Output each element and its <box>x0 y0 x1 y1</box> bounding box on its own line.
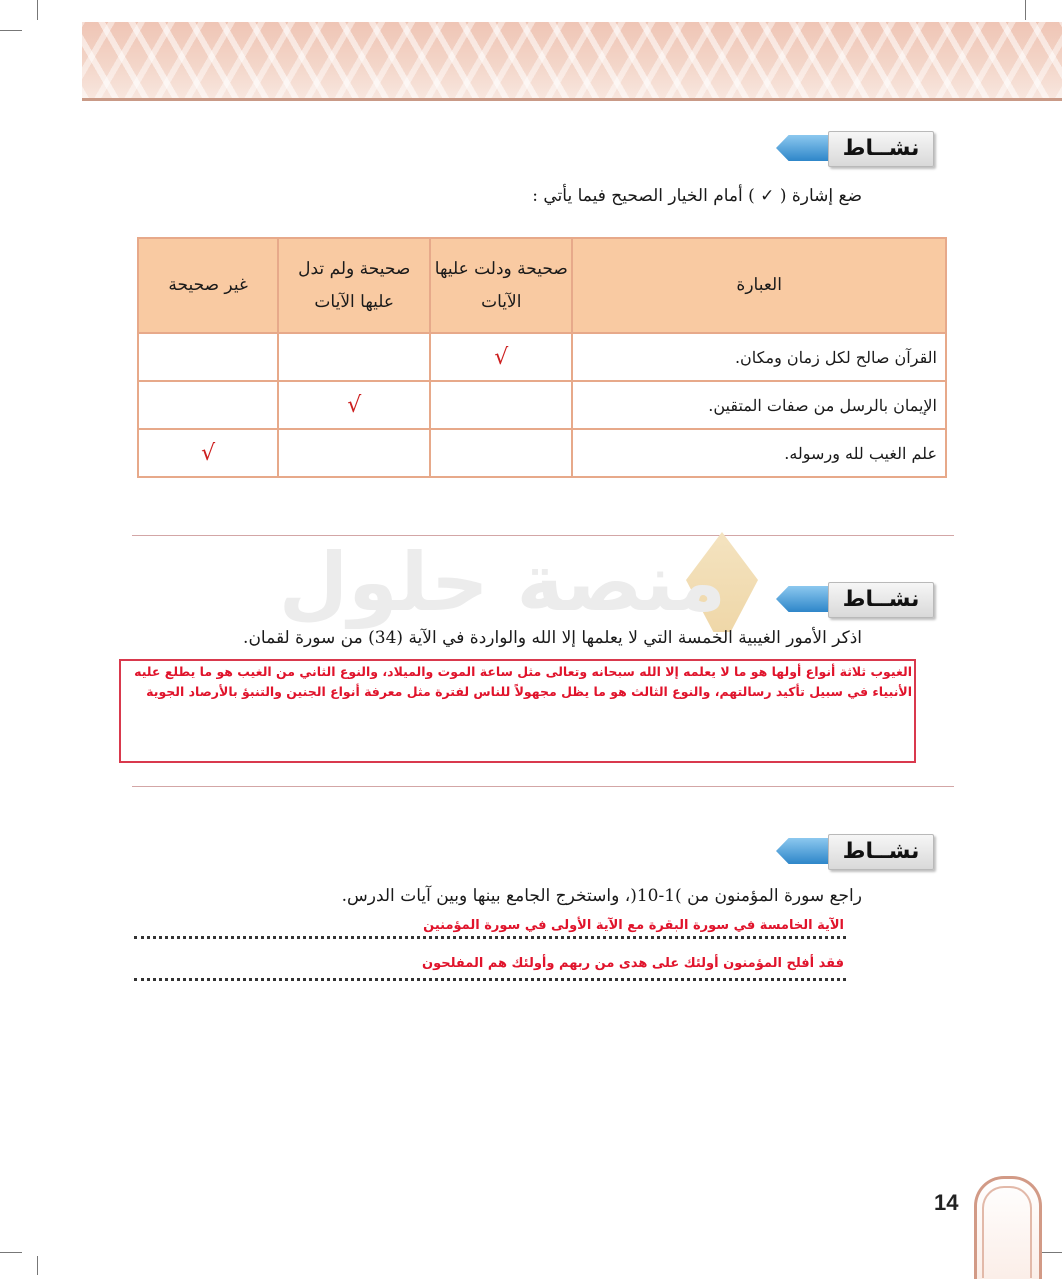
header-correct-without-evidence: صحيحة ولم تدل عليها الآيات <box>278 238 430 333</box>
check-cell[interactable]: √ <box>278 381 430 429</box>
check-cell[interactable] <box>138 381 278 429</box>
section3-answer-line-2: فقد أفلح المؤمنون أولئك على هدى من ربهم وأولئك هم المفلحون <box>421 956 844 971</box>
arch-decoration-inner <box>982 1186 1032 1278</box>
table-row <box>138 381 946 429</box>
section1-instruction: ضع إشارة ( ✓ ) أمام الخيار الصحيح فيما يأتي : <box>532 186 862 206</box>
section2-answer: الغيوب ثلاثة أنواع أولها هو ما لا يعلمه إلا الله سبحانه وتعالى مثل ساعة الموت والميلاد، والنوع الثاني من الغيب هو ما يطلع عليه الأنبياء في سبيل تأكيد رسالتهم، والنوع الثالث هو ما يظل مجهولاً للناس لفترة مثل معرفة أنواع الجنين والتنبؤ بالأرصاد الجوية <box>134 664 912 699</box>
answer-dotted-line[interactable] <box>134 978 846 981</box>
crop-mark <box>0 1252 22 1253</box>
section-divider <box>132 786 954 787</box>
section2-question: اذكر الأمور الغيبية الخمسة التي لا يعلمها إلا الله والواردة في الآية (34) من سورة لقمان. <box>243 628 862 648</box>
page-number: 14 <box>934 1190 959 1215</box>
crop-mark <box>37 1256 38 1275</box>
crop-mark <box>1025 0 1026 20</box>
activity-tag-3 <box>776 834 934 868</box>
activity-label: نشــاط <box>828 834 934 870</box>
activity-label: نشــاط <box>828 131 934 167</box>
table-row <box>138 333 946 381</box>
crop-mark <box>37 0 38 20</box>
activity-tag-1 <box>776 131 934 165</box>
header-incorrect: غير صحيحة <box>138 238 278 333</box>
check-cell[interactable] <box>430 381 572 429</box>
answer-dotted-line[interactable] <box>134 936 846 939</box>
section3-answer-line-1: الآية الخامسة في سورة البقرة مع الآية الأولى في سورة المؤمنين <box>423 918 844 933</box>
activity-tag-2 <box>776 582 934 616</box>
check-cell[interactable] <box>278 333 430 381</box>
activity-label: نشــاط <box>828 582 934 618</box>
row-statement: القرآن صالح لكل زمان ومكان. <box>572 333 946 381</box>
header-statement: العبارة <box>572 238 946 333</box>
check-cell[interactable] <box>278 429 430 477</box>
crop-mark <box>1040 1252 1062 1253</box>
row-statement: علم الغيب لله ورسوله. <box>572 429 946 477</box>
check-cell[interactable]: √ <box>138 429 278 477</box>
table-header-row <box>138 238 946 333</box>
header-rule <box>82 98 1062 101</box>
answer-table <box>137 237 947 478</box>
check-cell[interactable]: √ <box>430 333 572 381</box>
check-cell[interactable] <box>138 333 278 381</box>
header-correct-with-evidence: صحيحة ودلت عليها الآيات <box>430 238 572 333</box>
check-cell[interactable] <box>430 429 572 477</box>
table-row <box>138 429 946 477</box>
watermark: منصة حلول <box>278 536 726 629</box>
row-statement: الإيمان بالرسل من صفات المتقين. <box>572 381 946 429</box>
header-decoration <box>82 22 1062 98</box>
crop-mark <box>0 30 22 31</box>
section3-question: راجع سورة المؤمنون من )1-10(، واستخرج الجامع بينها وبين آيات الدرس. <box>341 886 862 906</box>
